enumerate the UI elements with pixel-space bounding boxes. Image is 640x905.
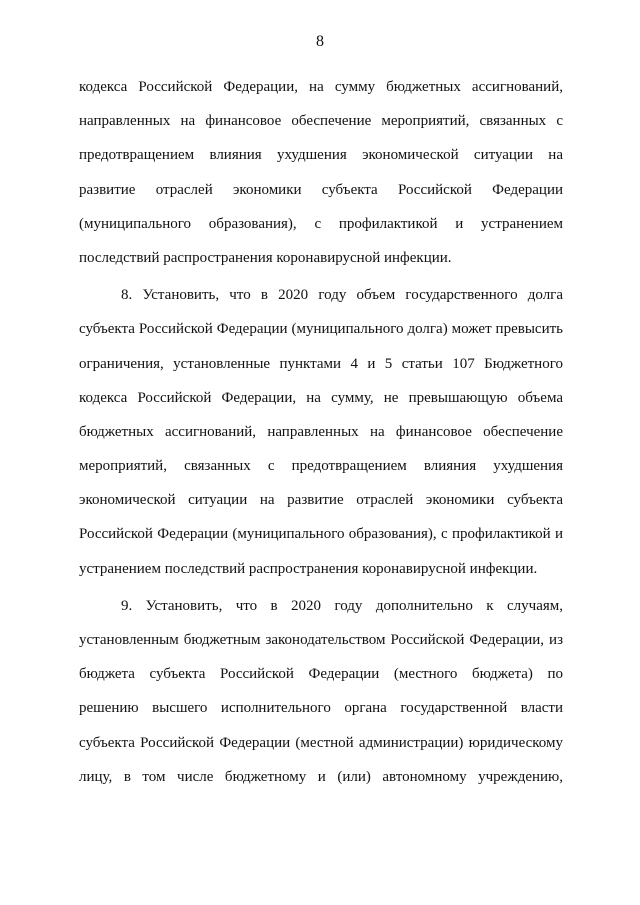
text-line: 9. Установить, что в 2020 году дополнительно к случаям, — [121, 597, 563, 614]
text-line: развитие отраслей экономики субъекта Российской Федерации — [79, 181, 563, 198]
text-line: бюджетных ассигнований, направленных на финансовое обеспечение — [79, 423, 563, 440]
paragraph — [79, 589, 563, 794]
text-line: установленным бюджетным законодательством Российской Федерации, из — [79, 632, 563, 648]
text-line: последствий распространения коронавирусной инфекции. — [79, 249, 452, 266]
text-line: Российской Федерации (муниципального образования), с профилактикой и — [79, 526, 563, 543]
text-line: (муниципального образования), с профилактикой и устранением — [79, 215, 563, 232]
text-line: субъекта Российской Федерации (муниципального долга) может превысить — [79, 321, 563, 338]
text-line: 8. Установить, что в 2020 году объем государственного долга — [121, 287, 563, 304]
text-line: лицу, в том числе бюджетному и (или) автономному учреждению, — [79, 768, 563, 785]
text-line: предотвращением влияния ухудшения экономической ситуации на — [79, 147, 563, 164]
text-line: ограничения, установленные пунктами 4 и 5 статьи 107 Бюджетного — [79, 355, 563, 372]
text-line: решению высшего исполнительного органа государственной власти — [79, 700, 563, 717]
text-line: экономической ситуации на развитие отраслей экономики субъекта — [79, 492, 563, 509]
text-line: кодекса Российской Федерации, на сумму, не превышающую объема — [79, 389, 563, 406]
document-body — [79, 70, 563, 794]
text-line: бюджета субъекта Российской Федерации (местного бюджета) по — [79, 666, 563, 683]
paragraph — [79, 70, 563, 275]
text-line: субъекта Российской Федерации (местной администрации) юридическому — [79, 734, 563, 751]
text-line: направленных на финансовое обеспечение мероприятий, связанных с — [79, 113, 563, 130]
text-line: устранением последствий распространения коронавирусной инфекции. — [79, 560, 538, 577]
text-line: кодекса Российской Федерации, на сумму бюджетных ассигнований, — [79, 79, 563, 95]
paragraph — [79, 278, 563, 586]
page-number: 8 — [316, 33, 324, 50]
text-line: мероприятий, связанных с предотвращением влияния ухудшения — [79, 458, 563, 475]
